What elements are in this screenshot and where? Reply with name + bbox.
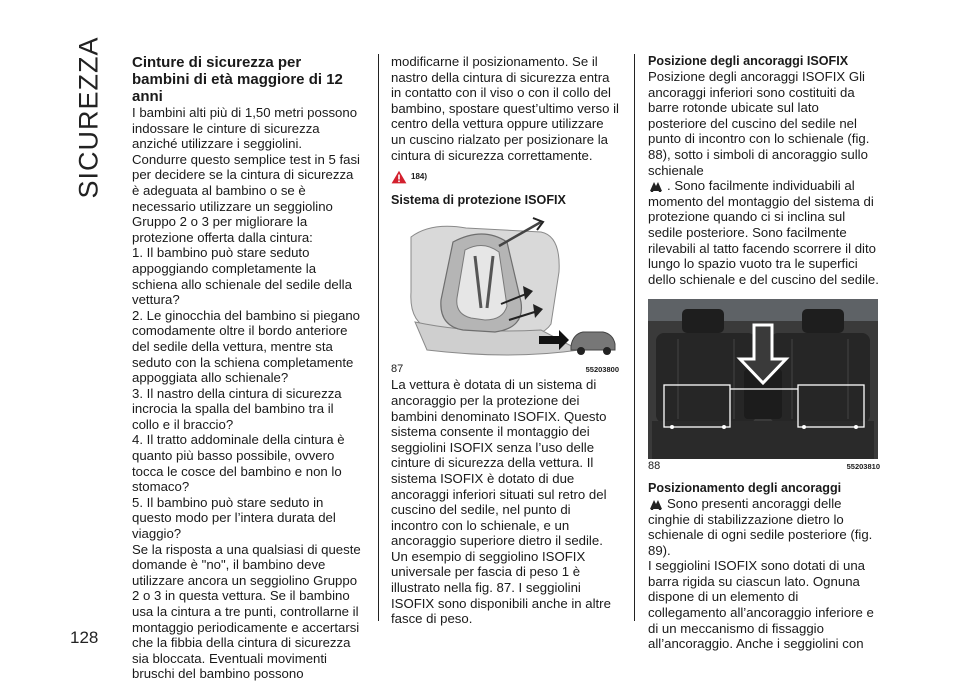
column-3: [648, 54, 880, 652]
heading-seatbelts-children: Cinture di sicurezza per bambini di età maggiore di 12 anni: [132, 54, 343, 105]
test-step-2: 2. Le ginocchia del bambino si piegano comodamente oltre il bordo anteriore del sedile della vettura, mentre sta seduto con la schiena completamente appoggiata allo schienale?: [132, 307, 361, 386]
paragraph: [648, 496, 880, 558]
figure-code: 55203810: [846, 462, 880, 472]
section-title-text: SICUREZZA: [73, 35, 104, 199]
isofix-symbol-icon: [648, 180, 664, 192]
paragraph: I seggiolini ISOFIX sono dotati di una barra rigida su ciascun lato. Ognuna dispone di un elemento di collegamento all’ancoraggio inferiore e di un meccanismo di fissaggio all’ancoraggio. Anche i seggiolini con: [648, 558, 874, 652]
column-2: [391, 54, 619, 627]
paragraph: La vettura è dotata di un sistema di ancoraggio per la protezione dei bambini denominato ISOFIX. Questo sistema consente il montaggio dei seggiolini ISOFIX senza l’uso delle cinture di sicurezza della vettura. Il sistema ISOFIX è dotato di due ancoraggi inferiori situati sul retro del cuscino del sedile, nel punto di incontro con lo schienale, e un ancoraggio superiore dietro il sedile.: [391, 377, 607, 549]
paragraph-part: . Sono facilmente individuabili al momento del montaggio del sistema di protezione quando ci si inclina sul sedile posteriore. Sono facilmente rilevabili al tatto facendo scorrere il dito lungo lo spazio vuoto tra le superfici dello schienale e del cuscino del sedile.: [648, 178, 879, 287]
paragraph: modificarne il posizionamento. Se il nastro della cintura di sicurezza entra in contatto con il viso o con il collo del bambino, spostare quest’ultimo verso il centro della vettura oppure utilizzare un cuscino rialzato per posizionare la cintura di sicurezza correttamente.: [391, 54, 619, 163]
paragraph: [648, 69, 880, 287]
paragraph: Condurre questo semplice test in 5 fasi per decidere se la cintura di sicurezza è adeguata al bambino o se è necessario utilizzare un seggiolino Gruppo 2 o 3 per migliorare la protezione offerta dalla cintura:: [132, 151, 360, 245]
rear-seat-photo: [648, 299, 878, 459]
paragraph: Se la risposta a una qualsiasi di queste domande è "no", il bambino deve utilizzare ancora un seggiolino Gruppo 2 o 3 in questa vettura. Se il bambino usa la cintura a tre punti, controllarne il montaggio periodicamente e accertarsi che la fibbia della cintura di sicurezza sia bloccata. Eventuali movimenti bruschi del bambino possono: [132, 541, 361, 682]
isofix-symbol-icon: [648, 498, 664, 510]
column-divider: [378, 54, 379, 621]
figure-number: 87: [391, 362, 404, 375]
paragraph: Un esempio di seggiolino ISOFIX universale per fascia di peso 1 è illustrato nella fig. 87. I seggiolini ISOFIX sono disponibili anche in altre fasce di peso.: [391, 548, 611, 627]
figure-87-caption: [391, 362, 619, 378]
column-1: [132, 54, 362, 682]
paragraph-part: Posizione degli ancoraggi ISOFIX Gli ancoraggi inferiori sono costituiti da barre rotonde ubicate sul lato posteriore del cuscino del sedile nel punto di incontro con lo schienale (fig. 88), sotto i simboli di ancoraggio sullo schienale: [648, 69, 870, 178]
figure-88-rear-seat: [648, 299, 878, 459]
warning-ref-number: 184): [411, 172, 428, 182]
warning-reference: [391, 169, 619, 185]
figure-code: 55203800: [585, 364, 619, 374]
test-step-4: 4. Il tratto addominale della cintura è quanto più basso possibile, ovvero tocca le cosce del bambino e non lo stomaco?: [132, 432, 345, 495]
figure-88-caption: [648, 459, 880, 475]
test-step-1: 1. Il bambino può stare seduto appoggiando completamente la schiena allo schienale del sedile della vettura?: [132, 245, 352, 308]
test-step-5: 5. Il bambino può stare seduto in questo modo per l’intera durata del viaggio?: [132, 494, 336, 542]
paragraph-part: Sono presenti ancoraggi delle cinghie di stabilizzazione dietro lo schienale di ogni sedile posteriore (fig. 89).: [648, 495, 873, 558]
figure-number: 88: [648, 460, 661, 473]
child-seat-illustration: [391, 212, 619, 362]
heading-isofix-system: Sistema di protezione ISOFIX: [391, 192, 566, 207]
paragraph: I bambini alti più di 1,50 metri possono indossare le cinture di sicurezza anziché utilizzare i seggiolini.: [132, 105, 358, 152]
warning-triangle-icon: [391, 170, 407, 184]
heading-isofix-anchor-position: Posizione degli ancoraggi ISOFIX: [648, 54, 849, 68]
heading-anchor-positioning: Posizionamento degli ancoraggi: [648, 480, 842, 495]
figure-87-child-seat: [391, 212, 619, 362]
page-number: 128: [70, 628, 99, 647]
test-step-3: 3. Il nastro della cintura di sicurezza incrocia la spalla del bambino tra il collo e il braccio?: [132, 385, 342, 432]
section-side-title: [66, 35, 112, 199]
column-divider: [634, 54, 635, 621]
